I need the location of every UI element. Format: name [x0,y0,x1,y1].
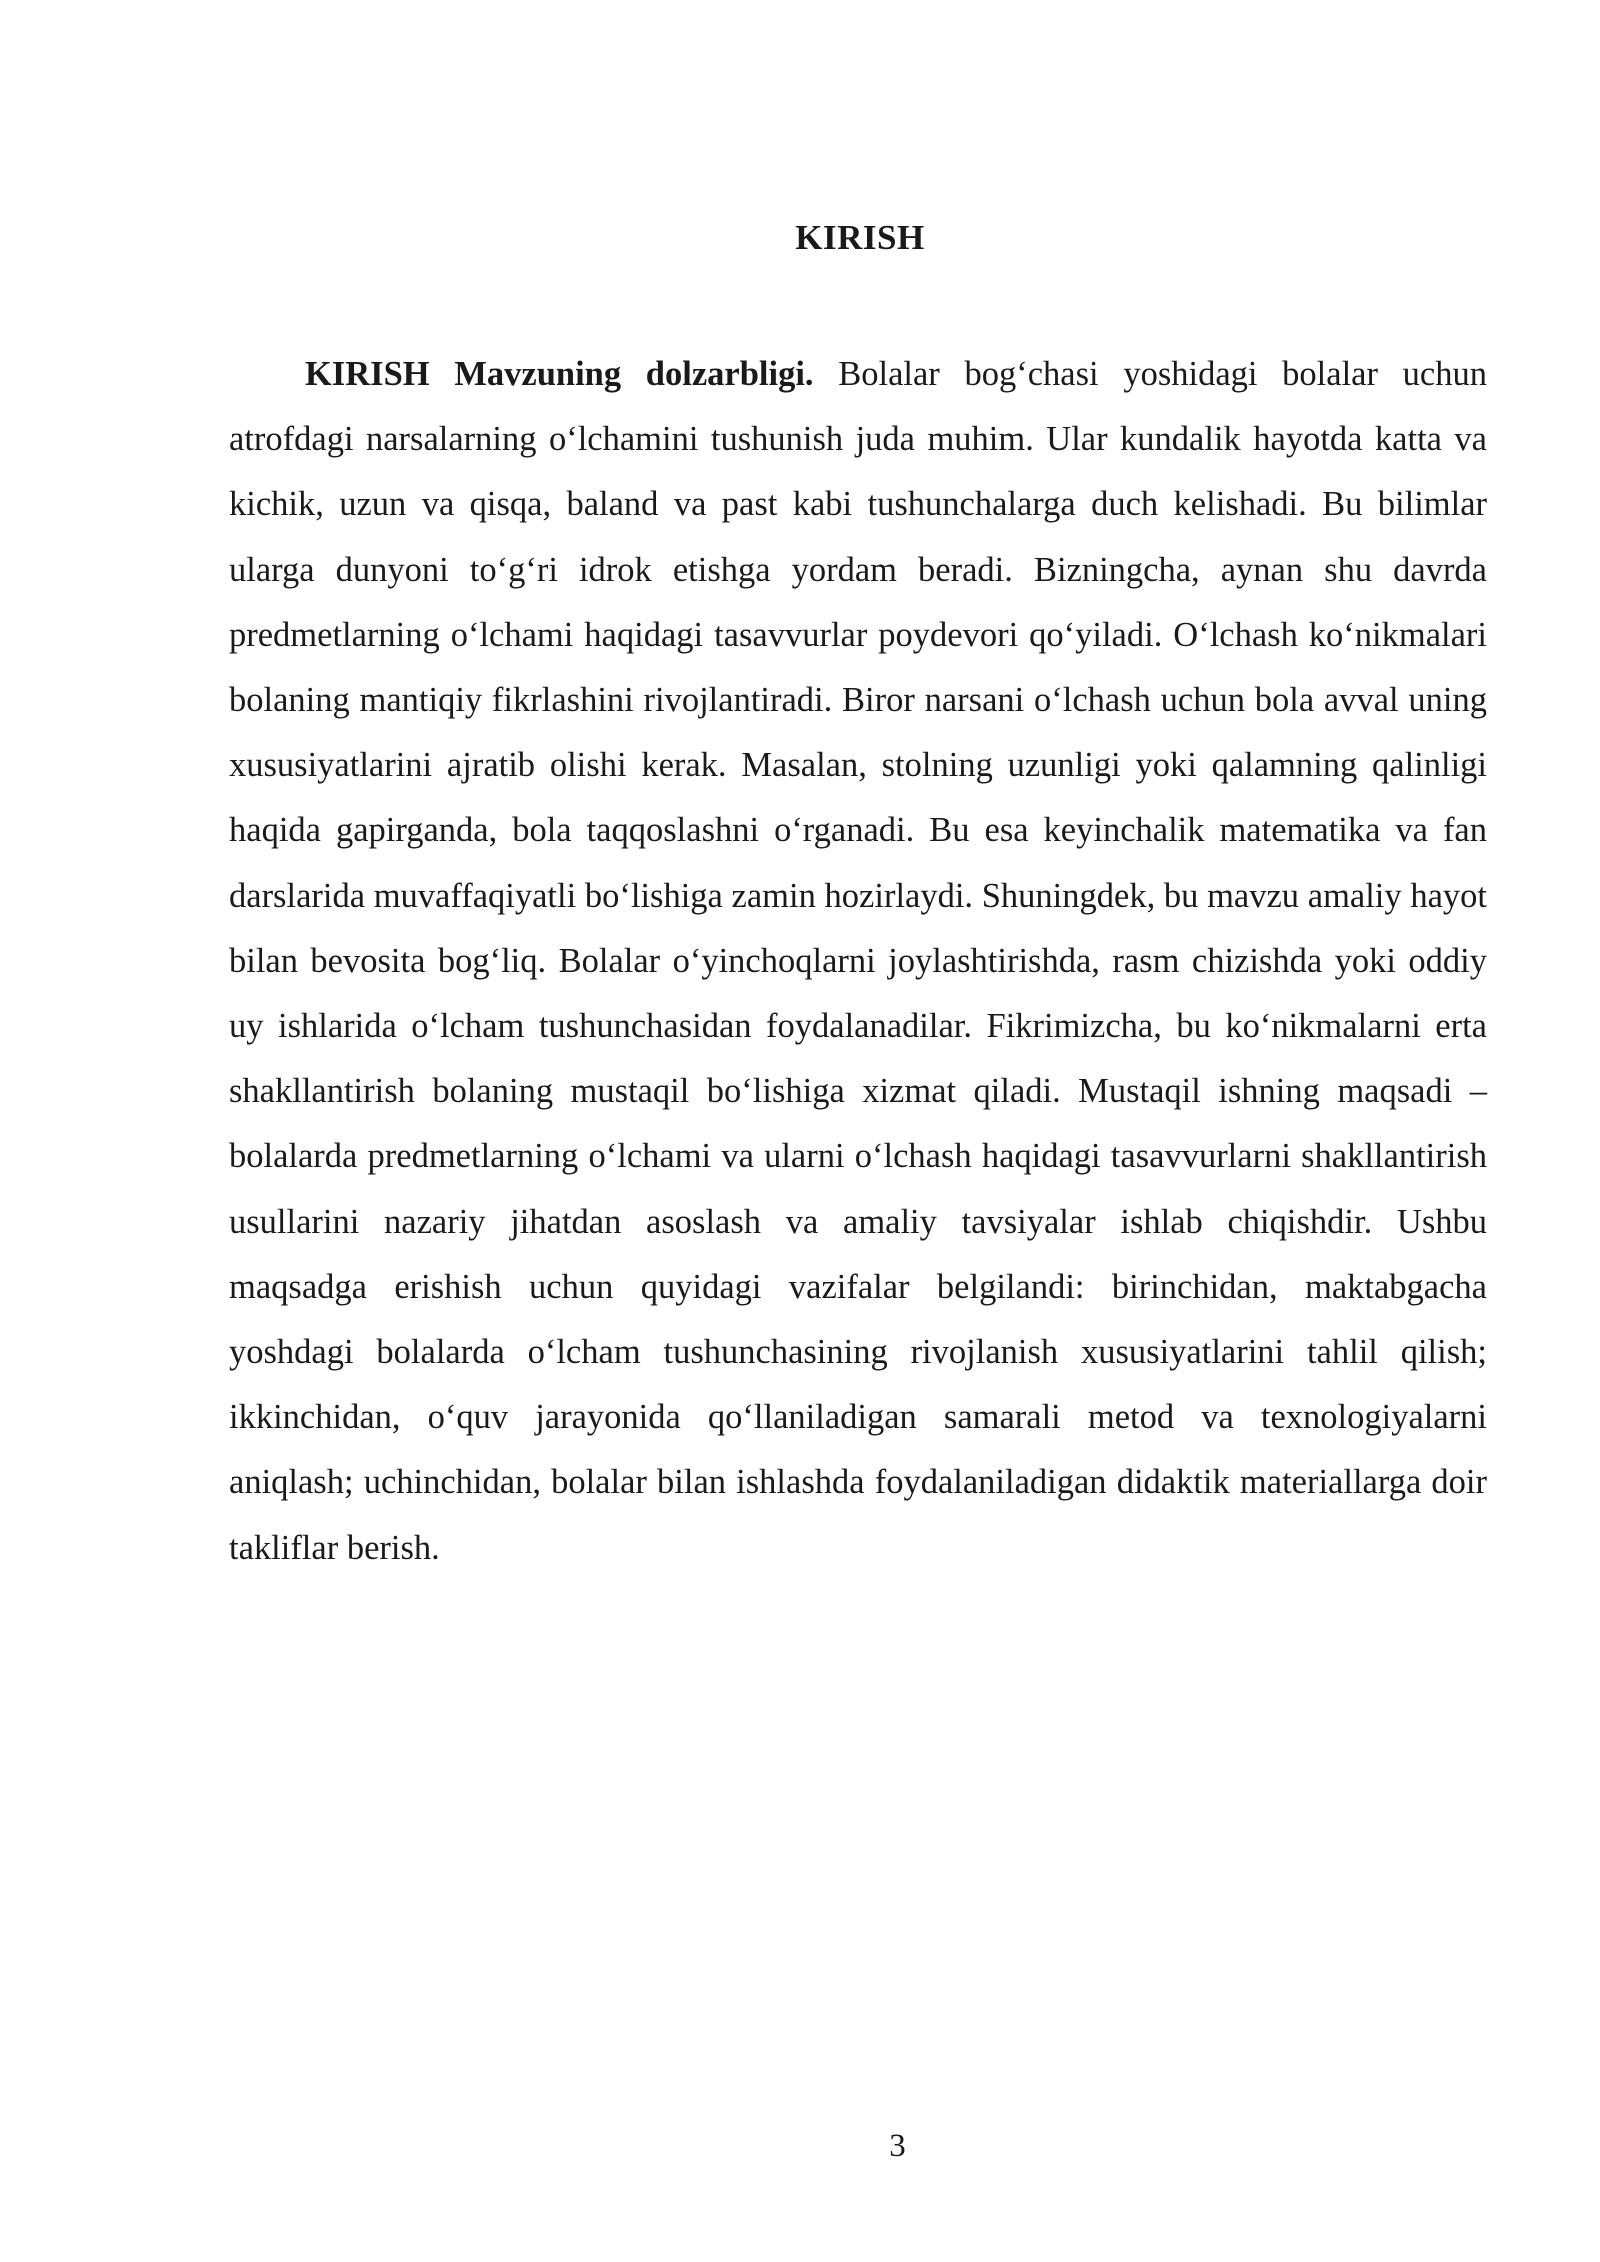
body-paragraph [229,342,1487,1581]
paragraph-lead: KIRISH Mavzuning dolzarbligi. [305,355,814,393]
page-title: KIRISH [795,218,925,257]
page-number: 3 [889,2128,906,2164]
paragraph-text: Bolalar bog‘chasi yoshidagi bolalar uchun atrofdagi narsalarning o‘lchamini tushunish juda muhim. Ular kundalik hayotda katta va kichik, uzun va qisqa, baland va past kabi tushunchalarga duch kelishadi. Bu bilimlar ularga dunyoni to‘g‘ri idrok etishga yordam beradi. Bizningcha, aynan shu davrda predmetlarning o‘lchami haqidagi tasavvurlar poydevori qo‘yiladi. O‘lchash ko‘nikmalari bolaning mantiqiy fikrlashini rivojlantiradi. Biror narsani o‘lchash uchun bola avval uning xususiyatlarini ajratib olishi kerak. Masalan, stolning uzunligi yoki qalamning qalinligi haqida gapirganda, bola taqqoslashni o‘rganadi. Bu esa keyinchalik matematika va fan darslarida muvaffaqiyatli bo‘lishiga zamin hozirlaydi. Shuningdek, bu mavzu amaliy hayot bilan bevosita bog‘liq. Bolalar o‘yinchoqlarni joylashtirishda, rasm chizishda yoki oddiy uy ishlarida o‘lcham tushunchasidan foydalanadilar. Fikrimizcha, bu ko‘nikmalarni erta shakllantirish bolaning mustaqil bo‘lishiga xizmat qiladi. Mustaqil ishning maqsadi – bolalarda predmetlarning o‘lchami va ularni o‘lchash haqidagi tasavvurlarni shakllantirish usullarini nazariy jihatdan asoslash va amaliy tavsiyalar ishlab chiqishdir. Ushbu maqsadga erishish uchun quyidagi vazifalar belgilandi: birinchidan, maktabgacha yoshdagi bolalarda o‘lcham tushunchasining rivojlanish xususiyatlarini tahlil qilish; ikkinchidan, o‘quv jarayonida qo‘llaniladigan samarali metod va texnologiyalarni aniqlash; uchinchidan, bolalar bilan ishlashda foydalaniladigan didaktik materiallarga doir takliflar berish. [229,355,1487,1567]
